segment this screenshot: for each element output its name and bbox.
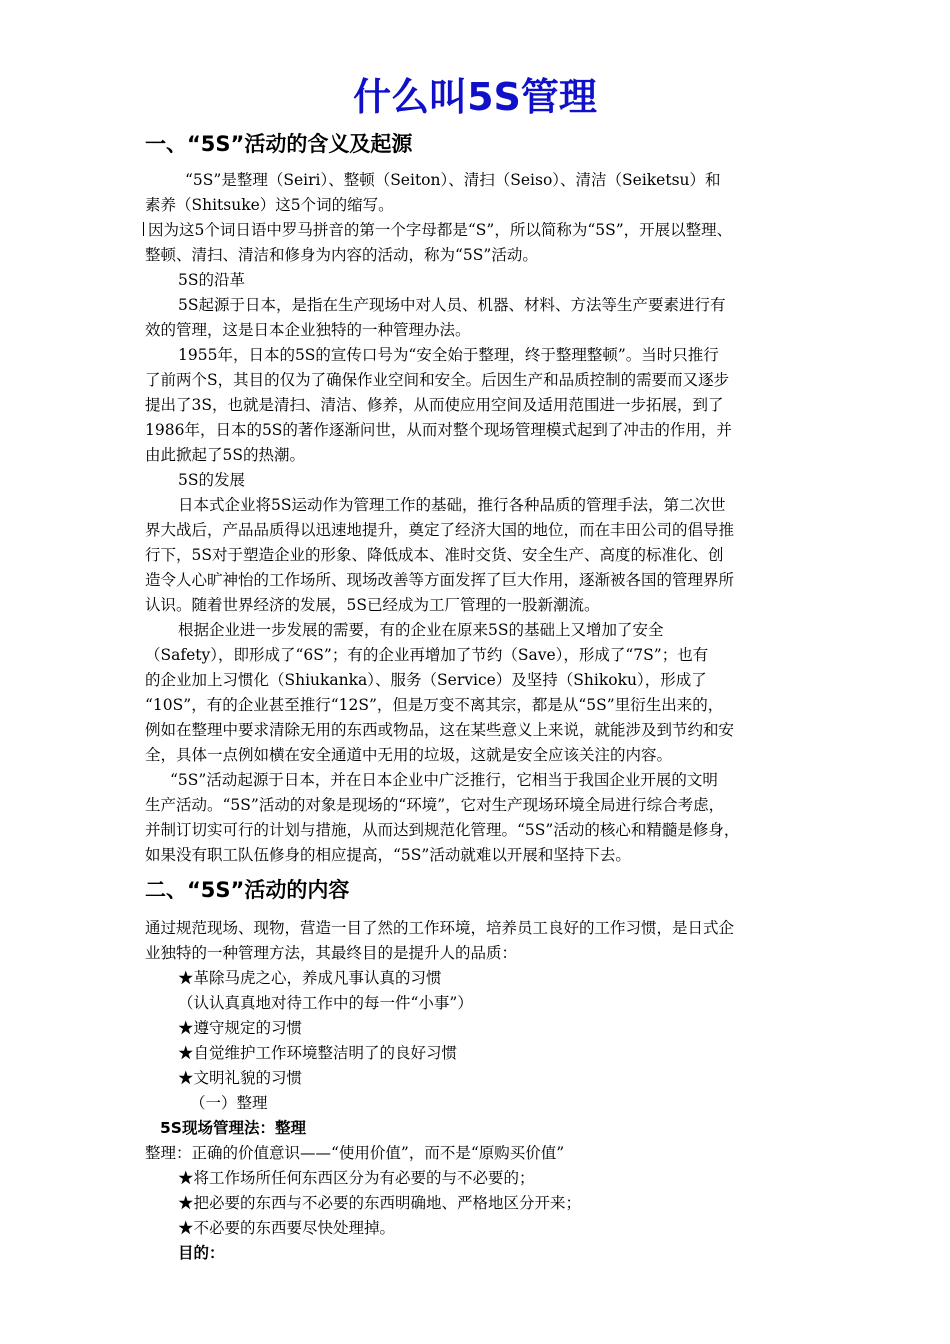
paragraph-line: 例如在整理中要求清除无用的东西或物品，这在某些意义上来说，就能涉及到节约和安 — [145, 721, 735, 739]
paragraph-line: 因为这5个词日语中罗马拼音的第一个字母都是“S”，所以简称为“5S”，开展以整理、 — [148, 221, 733, 239]
paragraph-line: 日本式企业将5S运动作为管理工作的基础，推行各种品质的管理手法，第二次世 — [178, 496, 726, 514]
paragraph-line: “10S”，有的企业甚至推行“12S”，但是万变不离其宗，都是从“5S”里衍生出来的， — [145, 696, 724, 714]
paragraph-line: 通过规范现场、现物，营造一目了然的工作环境，培养员工良好的工作习惯，是日式企 — [145, 919, 735, 937]
paragraph-line: 5S起源于日本，是指在生产现场中对人员、机器、材料、方法等生产要素进行有 — [178, 296, 726, 314]
paragraph-line: 认识。随着世界经济的发展，5S已经成为工厂管理的一股新潮流。 — [145, 596, 600, 614]
paragraph-line: 行下，5S对于塑造企业的形象、降低成本、准时交货、安全生产、高度的标准化、创 — [145, 546, 724, 564]
paragraph-line: 整顿、清扫、清洁和修身为内容的活动，称为“5S”活动。 — [145, 246, 538, 264]
section-heading: 一、“5S”活动的含义及起源 — [145, 132, 413, 156]
paragraph-line: 如果没有职工队伍修身的相应提高，“5S”活动就难以开展和坚持下去。 — [145, 846, 631, 864]
bullet-item: ★不必要的东西要尽快处理掉。 — [178, 1219, 396, 1237]
subsection-heading: 目的： — [178, 1244, 225, 1262]
paragraph-line: 整理：正确的价值意识——“使用价值”，而不是“原购买价值” — [145, 1144, 565, 1162]
paragraph-line: 效的管理，这是日本企业独特的一种管理办法。 — [145, 321, 471, 339]
document-title: 什么叫5S管理 — [353, 75, 597, 119]
paragraph-line: 1986年，日本的5S的著作逐渐问世，从而对整个现场管理模式起到了冲击的作用，并 — [145, 421, 732, 439]
margin-mark — [143, 222, 144, 236]
paragraph-line: 的企业加上习惯化（Shiukanka）、服务（Service）及坚持（Shikoku），形成了 — [145, 671, 707, 689]
subheading: 5S的发展 — [178, 471, 245, 489]
paragraph-line: 造令人心旷神怡的工作场所、现场改善等方面发挥了巨大作用，逐渐被各国的管理界所 — [145, 571, 735, 589]
paragraph-line: 根据企业进一步发展的需要，有的企业在原来5S的基础上又增加了安全 — [178, 621, 664, 639]
paragraph-line: 素养（Shitsuke）这5个词的缩写。 — [145, 196, 394, 214]
bullet-item: ★自觉维护工作环境整洁明了的良好习惯 — [178, 1044, 458, 1062]
paragraph-line: 界大战后，产品品质得以迅速地提升，奠定了经济大国的地位，而在丰田公司的倡导推 — [145, 521, 735, 539]
subsection-label: （一）整理 — [190, 1094, 268, 1112]
paragraph-line: “5S”活动起源于日本，并在日本企业中广泛推行，它相当于我国企业开展的文明 — [170, 771, 718, 789]
paragraph-line: 了前两个S，其目的仅为了确保作业空间和安全。后因生产和品质控制的需要而又逐步 — [145, 371, 730, 389]
paragraph-line: （Safety），即形成了“6S”；有的企业再增加了节约（Save），形成了“7S”；也有 — [145, 646, 709, 664]
bullet-item: ★把必要的东西与不必要的东西明确地、严格地区分开来； — [178, 1194, 582, 1212]
bullet-item: ★遵守规定的习惯 — [178, 1019, 303, 1037]
paragraph-line: 全，具体一点例如横在安全通道中无用的垃圾，这就是安全应该关注的内容。 — [145, 746, 673, 764]
subsection-heading: 5S现场管理法：整理 — [160, 1119, 306, 1137]
paragraph-line: 并制订切实可行的计划与措施，从而达到规范化管理。“5S”活动的核心和精髓是修身， — [145, 821, 740, 839]
bullet-note: （认认真真地对待工作中的每一件“小事”） — [178, 994, 473, 1012]
paragraph-line: “5S”是整理（Seiri）、整顿（Seiton）、清扫（Seiso）、清洁（Seiketsu）和 — [185, 171, 721, 189]
paragraph-line: 1955年，日本的5S的宣传口号为“安全始于整理，终于整理整顿”。当时只推行 — [178, 346, 719, 364]
paragraph-line: 生产活动。“5S”活动的对象是现场的“环境”，它对生产现场环境全局进行综合考虑， — [145, 796, 725, 814]
paragraph-line: 提出了3S，也就是清扫、清洁、修养，从而使应用空间及适用范围进一步拓展，到了 — [145, 396, 724, 414]
paragraph-line: 业独特的一种管理方法，其最终目的是提升人的品质： — [145, 944, 518, 962]
subheading: 5S的沿革 — [178, 271, 245, 289]
paragraph-line: 由此掀起了5S的热潮。 — [145, 446, 305, 464]
section-heading: 二、“5S”活动的内容 — [145, 878, 350, 902]
bullet-item: ★将工作场所任何东西区分为有必要的与不必要的； — [178, 1169, 535, 1187]
bullet-item: ★革除马虎之心，养成凡事认真的习惯 — [178, 969, 442, 987]
bullet-item: ★文明礼貌的习惯 — [178, 1069, 303, 1087]
